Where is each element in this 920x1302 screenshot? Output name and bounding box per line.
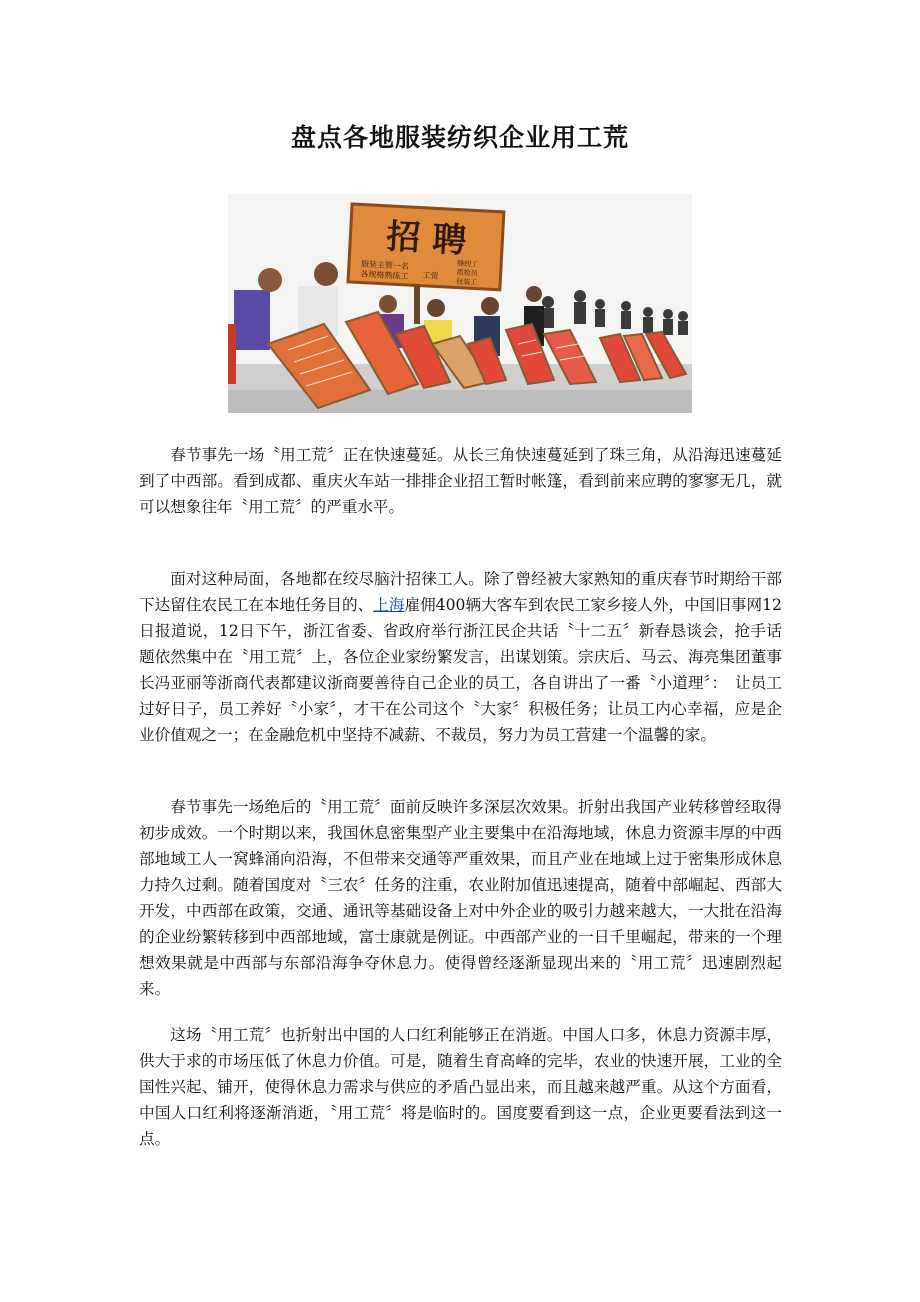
sign-line-4: 缝纫工 <box>456 259 479 269</box>
sign-line-5: 质检员 <box>456 268 478 278</box>
paragraph-2-lead: 面对这种局面，各地都在绞尽脑汁招徕工人。除了曾经被大家熟知的重庆春节时期给干部下达留住农民工在本地任务目的、 <box>139 570 782 614</box>
paragraph-1 <box>139 442 782 520</box>
paragraph-2-text <box>139 566 782 748</box>
sign-line-6: 包装工 <box>455 277 478 287</box>
page-title: 盘点各地服装纺织企业用工荒 <box>290 123 629 152</box>
sign-line-2: 各规格熟练工 <box>360 269 409 282</box>
paragraph-2-rest: 雇佣400辆大客车到农民工家乡接人外，中国旧事网12日报道说，12日下午，浙江省委、省政府举行浙江民企共话〝十二五〞新春恳谈会，抢手话题依然集中在〝用工荒〞上，各位企业家纷繁发言，出谋划策。宗庆后、马云、海亮集团董事长冯亚丽等浙商代表都建议浙商要善待自己企业的员工，各自讲出了一番〝小道理〞： 让员工过好日子，员工养好〝小家〞，才干在公司这个〝大家〞积极任务；让员工内心幸福，应是企业价值观之一；在金融危机中坚持不减薪、不裁员，努力为员工营建一个温馨的家。 <box>139 596 782 744</box>
sign-line-1: 服装主管一名 <box>360 259 410 272</box>
shanghai-link[interactable]: 上海 <box>373 596 405 614</box>
sign-headline: 招 聘 <box>385 216 468 261</box>
paragraph-4-text: 这场〝用工荒〞也折射出中国的人口红利能够正在消逝。中国人口多，休息力资源丰厚，供大于求的市场压低了休息力价值。可是，随着生育高峰的完毕，农业的快速开展，工业的全国性兴起、铺开，使得休息力需求与供应的矛盾凸显出来，而且越来越严重。从这个方面看，中国人口红利将逐渐消逝，〝用工荒〞将是临时的。国度要看到这一点，企业更要看法到这一点。 <box>139 1026 782 1148</box>
sign-line-3: 工资 <box>422 270 439 281</box>
paragraph-3-text: 春节事先一场绝后的〝用工荒〞面前反映许多深层次效果。折射出我国产业转移曾经取得初步成效。一个时期以来，我国休息密集型产业主要集中在沿海地域，休息力资源丰厚的中西部地域工人一窝蜂涌向沿海，不但带来交通等严重效果，而且产业在地域上过于密集形成休息力持久过剩。随着国度对〝三农〞任务的注重，农业附加值迅速提高，随着中部崛起、西部大开发，中西部在政策，交通、通讯等基础设备上对中外企业的吸引力越来越大，一大批在沿海的企业纷繁转移到中西部地域，富士康就是例证。中西部产业的一日千里崛起，带来的一个理想效果就是中西部与东部沿海争夺休息力。使得曾经逐渐显现出来的〝用工荒〞迅速剧烈起来。 <box>139 798 782 998</box>
recruitment-photo <box>228 194 692 413</box>
paragraph-2 <box>139 566 782 748</box>
paragraph-3 <box>139 794 782 1002</box>
paragraph-1-text: 春节事先一场〝用工荒〞正在快速蔓延。从长三角快速蔓延到了珠三角，从沿海迅速蔓延到了中西部。看到成都、重庆火车站一排排企业招工暂时帐篷，看到前来应聘的寥寥无几，就可以想象往年〝用工荒〞的严重水平。 <box>139 446 782 516</box>
paragraph-4 <box>139 1022 782 1152</box>
